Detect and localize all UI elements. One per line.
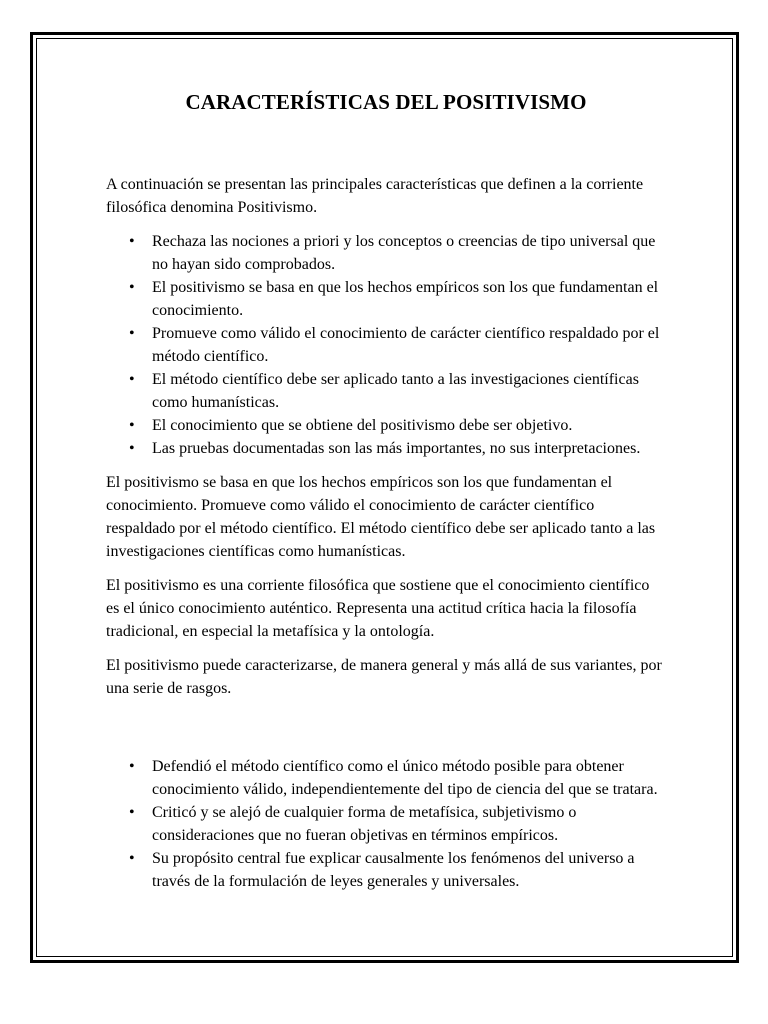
document-title: CARACTERÍSTICAS DEL POSITIVISMO [185,90,587,114]
bullet-icon: • [129,417,135,434]
list-item-text: Defendió el método científico como el único método posible para obtener conocimiento válido, independientemente del tipo de ciencia del que se tratara. [152,758,658,798]
bullet-icon: • [129,850,135,867]
list-item [106,230,666,276]
list-item [106,847,666,893]
intro-paragraph: A continuación se presentan las principales características que definen a la corriente filosófica denomina Positivismo. [106,176,644,216]
bullet-icon: • [129,804,135,821]
list-item [106,801,666,847]
bullet-icon: • [129,233,135,250]
list-item [106,276,666,322]
list-item [106,322,666,368]
list-item-text: Promueve como válido el conocimiento de carácter científico respaldado por el método científico. [152,325,660,365]
list-item [106,368,666,414]
bullet-icon: • [129,440,135,457]
characteristics-list [106,230,666,460]
body-paragraph-2: El positivismo es una corriente filosófica que sostiene que el conocimiento científico es el único conocimiento auténtico. Representa una actitud crítica hacia la filosofía tradicional, en especial la metafísica y la ontología. [106,577,650,640]
list-item-text: Rechaza las nociones a priori y los conceptos o creencias de tipo universal que no hayan sido comprobados. [152,233,656,273]
traits-list [106,755,666,893]
document-body [106,90,666,893]
list-item-text: El método científico debe ser aplicado tanto a las investigaciones científicas como humanísticas. [152,371,639,411]
body-paragraph-3: El positivismo puede caracterizarse, de manera general y más allá de sus variantes, por una serie de rasgos. [106,657,662,697]
list-item [106,755,666,801]
bullet-icon: • [129,279,135,296]
bullet-icon: • [129,758,135,775]
list-item-text: Criticó y se alejó de cualquier forma de metafísica, subjetivismo o consideraciones que no fueran objetivas en términos empíricos. [152,804,577,844]
list-item-text: Su propósito central fue explicar causalmente los fenómenos del universo a través de la formulación de leyes generales y universales. [152,850,635,890]
list-item [106,414,666,437]
list-item-text: Las pruebas documentadas son las más importantes, no sus interpretaciones. [152,440,641,457]
list-item-text: El positivismo se basa en que los hechos empíricos son los que fundamentan el conocimiento. [152,279,659,319]
bullet-icon: • [129,371,135,388]
body-paragraph-1: El positivismo se basa en que los hechos empíricos son los que fundamentan el conocimiento. Promueve como válido el conocimiento de carácter científico respaldado por el método científico. El método científico debe ser aplicado tanto a las investigaciones científicas como humanísticas. [106,474,656,560]
list-item-text: El conocimiento que se obtiene del positivismo debe ser objetivo. [152,417,573,434]
list-item [106,437,666,460]
bullet-icon: • [129,325,135,342]
